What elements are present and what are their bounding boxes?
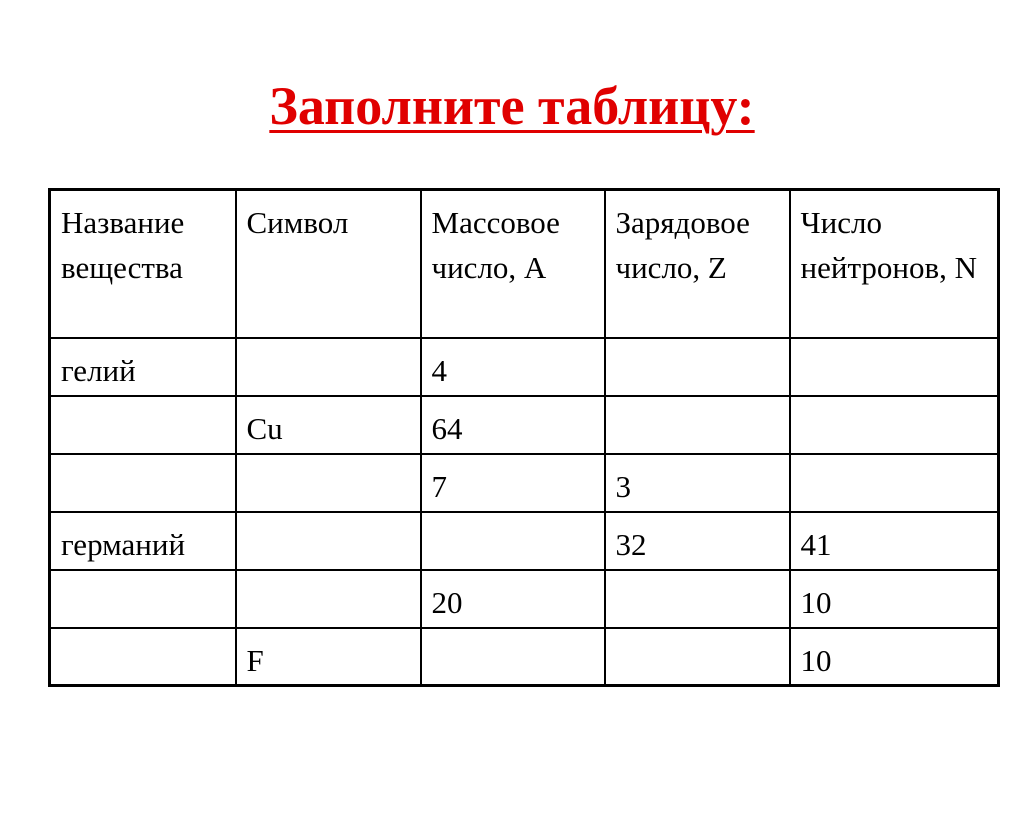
table-header-row	[50, 190, 999, 338]
table-cell[interactable]	[790, 396, 999, 454]
table-cell[interactable]	[605, 628, 790, 686]
table-cell[interactable]: 10	[790, 628, 999, 686]
table-cell[interactable]: 32	[605, 512, 790, 570]
table-cell[interactable]	[236, 338, 421, 396]
header-cell-neutron-count: Число нейтронов, N	[790, 190, 999, 338]
table-cell[interactable]: F	[236, 628, 421, 686]
table-cell[interactable]	[236, 570, 421, 628]
table-cell[interactable]	[421, 628, 605, 686]
table-row	[50, 454, 999, 512]
table-cell[interactable]: 64	[421, 396, 605, 454]
table-cell[interactable]	[50, 454, 236, 512]
table-cell[interactable]: 7	[421, 454, 605, 512]
table-cell[interactable]	[50, 628, 236, 686]
table-cell[interactable]: 20	[421, 570, 605, 628]
table-row	[50, 570, 999, 628]
table-cell[interactable]: 41	[790, 512, 999, 570]
table-row	[50, 396, 999, 454]
table-cell[interactable]: 4	[421, 338, 605, 396]
table-cell[interactable]	[605, 396, 790, 454]
table-cell[interactable]	[790, 338, 999, 396]
table-cell[interactable]: 3	[605, 454, 790, 512]
table-cell[interactable]	[236, 454, 421, 512]
table-cell[interactable]: германий	[50, 512, 236, 570]
slide-title: Заполните таблицу:	[269, 76, 755, 136]
header-cell-mass-number: Массовое число, А	[421, 190, 605, 338]
table-row	[50, 628, 999, 686]
table-cell[interactable]	[605, 338, 790, 396]
table-cell[interactable]	[790, 454, 999, 512]
table-cell[interactable]	[236, 512, 421, 570]
table-cell[interactable]	[50, 570, 236, 628]
table-row	[50, 512, 999, 570]
isotope-table	[48, 188, 1000, 687]
table-cell[interactable]	[605, 570, 790, 628]
table-row	[50, 338, 999, 396]
table-container	[48, 188, 1000, 687]
table-cell[interactable]	[421, 512, 605, 570]
table-cell[interactable]: гелий	[50, 338, 236, 396]
header-cell-charge-number: Зарядовое число, Z	[605, 190, 790, 338]
table-cell[interactable]	[50, 396, 236, 454]
table-cell[interactable]: 10	[790, 570, 999, 628]
header-cell-name: Название вещества	[50, 190, 236, 338]
header-cell-symbol: Символ	[236, 190, 421, 338]
table-cell[interactable]: Cu	[236, 396, 421, 454]
